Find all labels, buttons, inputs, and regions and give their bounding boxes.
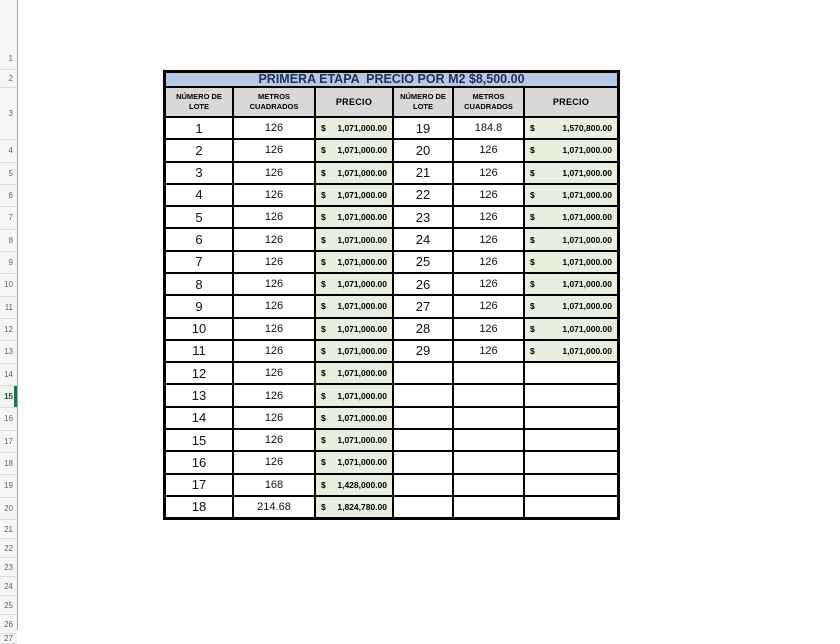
table-row	[166, 118, 617, 140]
cell-m2-right[interactable]	[454, 497, 525, 517]
row-header-27[interactable]: 27	[0, 634, 17, 644]
price-amount: 1,071,000.00	[562, 189, 612, 200]
table-row	[166, 229, 617, 251]
row-header-13[interactable]: 13	[0, 341, 17, 363]
cell-lote-left[interactable]: 17	[166, 475, 234, 495]
cell-precio-right[interactable]	[525, 185, 617, 205]
cell-precio-right[interactable]	[525, 363, 617, 383]
currency-symbol: $	[321, 145, 326, 156]
cell-lote-right[interactable]: 23	[394, 207, 454, 227]
cell-precio-left[interactable]	[316, 363, 394, 383]
table-row	[166, 430, 617, 452]
row-header-15[interactable]: 15	[0, 386, 17, 408]
row-header-7[interactable]: 7	[0, 207, 17, 229]
cell-m2-left[interactable]: 126	[234, 363, 316, 383]
currency-symbol: $	[530, 167, 535, 178]
cell-precio-right[interactable]	[525, 385, 617, 405]
cell-lote-left[interactable]: 13	[166, 385, 234, 405]
currency-symbol: $	[321, 123, 326, 134]
active-row-indicator	[14, 386, 17, 407]
cell-m2-right[interactable]	[454, 430, 525, 450]
currency-symbol: $	[321, 345, 326, 356]
cell-lote-right[interactable]	[394, 475, 454, 495]
row-header-14[interactable]: 14	[0, 364, 17, 386]
cell-m2-right[interactable]: 126	[454, 140, 525, 160]
row-header-3[interactable]: 3	[0, 88, 17, 140]
table-row	[166, 252, 617, 274]
price-amount: 1,570,800.00	[562, 123, 612, 134]
cell-precio-left[interactable]	[316, 408, 394, 428]
price-amount: 1,071,000.00	[337, 145, 387, 156]
cell-precio-right[interactable]	[525, 408, 617, 428]
currency-symbol: $	[321, 323, 326, 334]
cell-lote-right[interactable]: 29	[394, 341, 454, 361]
table-row	[166, 163, 617, 185]
cell-precio-left[interactable]	[316, 319, 394, 339]
cell-lote-left[interactable]: 6	[166, 229, 234, 249]
lot-price-table	[163, 70, 620, 520]
cell-lote-left[interactable]: 4	[166, 185, 234, 205]
price-amount: 1,071,000.00	[337, 301, 387, 312]
row-header-2[interactable]: 2	[0, 70, 17, 88]
row-header-24[interactable]: 24	[0, 577, 17, 596]
price-amount: 1,071,000.00	[562, 345, 612, 356]
cell-precio-left[interactable]	[316, 274, 394, 294]
row-header-8[interactable]: 8	[0, 230, 17, 252]
price-amount: 1,071,000.00	[337, 256, 387, 267]
cell-lote-right[interactable]: 19	[394, 118, 454, 138]
currency-symbol: $	[321, 501, 326, 512]
cell-lote-left[interactable]: 2	[166, 140, 234, 160]
cell-precio-left[interactable]	[316, 185, 394, 205]
cell-m2-right[interactable]: 126	[454, 207, 525, 227]
cell-precio-right[interactable]	[525, 341, 617, 361]
cell-precio-right[interactable]	[525, 207, 617, 227]
cell-lote-right[interactable]	[394, 363, 454, 383]
cell-precio-left[interactable]	[316, 296, 394, 316]
price-amount: 1,071,000.00	[337, 390, 387, 401]
cell-precio-right[interactable]	[525, 319, 617, 339]
cell-m2-right[interactable]	[454, 408, 525, 428]
cell-lote-right[interactable]: 27	[394, 296, 454, 316]
currency-symbol: $	[321, 457, 326, 468]
cell-lote-right[interactable]: 20	[394, 140, 454, 160]
row-header-21[interactable]: 21	[0, 520, 17, 539]
currency-symbol: $	[321, 189, 326, 200]
cell-lote-left[interactable]: 5	[166, 207, 234, 227]
row-header-11[interactable]: 11	[0, 297, 17, 319]
currency-symbol: $	[530, 256, 535, 267]
table-row	[166, 274, 617, 296]
cell-lote-left[interactable]: 16	[166, 452, 234, 472]
currency-symbol: $	[530, 212, 535, 223]
table-row	[166, 452, 617, 474]
cell-lote-left[interactable]: 9	[166, 296, 234, 316]
currency-symbol: $	[530, 145, 535, 156]
cell-lote-right[interactable]: 22	[394, 185, 454, 205]
price-amount: 1,071,000.00	[337, 345, 387, 356]
table-row	[166, 207, 617, 229]
table-header-row	[166, 88, 617, 118]
cell-lote-right[interactable]	[394, 497, 454, 517]
row-header-1[interactable]: 1	[0, 48, 17, 70]
price-amount: 1,071,000.00	[337, 123, 387, 134]
cell-m2-right[interactable]	[454, 363, 525, 383]
price-amount: 1,071,000.00	[337, 368, 387, 379]
row-header-16[interactable]: 16	[0, 408, 17, 430]
cell-m2-left[interactable]: 126	[234, 252, 316, 272]
row-header-20[interactable]: 20	[0, 498, 17, 520]
price-amount: 1,071,000.00	[562, 301, 612, 312]
cell-precio-right[interactable]	[525, 430, 617, 450]
cell-precio-left[interactable]	[316, 452, 394, 472]
cell-precio-left[interactable]	[316, 475, 394, 495]
row-header-25[interactable]: 25	[0, 596, 17, 615]
cell-m2-left[interactable]: 126	[234, 118, 316, 138]
price-amount: 1,071,000.00	[562, 256, 612, 267]
currency-symbol: $	[530, 279, 535, 290]
cell-lote-left[interactable]: 18	[166, 497, 234, 517]
cell-lote-left[interactable]: 8	[166, 274, 234, 294]
cell-m2-right[interactable]: 126	[454, 252, 525, 272]
cell-m2-left[interactable]: 214.68	[234, 497, 316, 517]
cell-precio-right[interactable]	[525, 475, 617, 495]
row-header-12[interactable]: 12	[0, 319, 17, 341]
table-row	[166, 475, 617, 497]
cell-precio-left[interactable]	[316, 430, 394, 450]
row-header-23[interactable]: 23	[0, 558, 17, 577]
currency-symbol: $	[530, 345, 535, 356]
cell-precio-right[interactable]	[525, 452, 617, 472]
cell-lote-left[interactable]: 7	[166, 252, 234, 272]
cell-lote-right[interactable]: 21	[394, 163, 454, 183]
currency-symbol: $	[321, 412, 326, 423]
cell-m2-left[interactable]: 126	[234, 229, 316, 249]
table-row	[166, 408, 617, 430]
table-row	[166, 341, 617, 363]
cell-m2-right[interactable]: 126	[454, 341, 525, 361]
price-amount: 1,071,000.00	[337, 279, 387, 290]
table-body	[166, 118, 617, 517]
cell-precio-left[interactable]	[316, 341, 394, 361]
price-amount: 1,071,000.00	[562, 234, 612, 245]
cell-m2-right[interactable]	[454, 475, 525, 495]
cell-precio-left[interactable]	[316, 163, 394, 183]
table-row	[166, 319, 617, 341]
row-header-6[interactable]: 6	[0, 185, 17, 207]
cell-lote-right[interactable]: 28	[394, 319, 454, 339]
currency-symbol: $	[321, 479, 326, 490]
table-row	[166, 296, 617, 318]
currency-symbol: $	[321, 368, 326, 379]
cell-precio-left[interactable]	[316, 252, 394, 272]
column-header-left-metros-cuadrados[interactable]: METROS CUADRADOS	[234, 88, 316, 116]
cell-lote-left[interactable]: 1	[166, 118, 234, 138]
cell-precio-left[interactable]	[316, 207, 394, 227]
column-header-left-precio[interactable]: PRECIO	[316, 88, 394, 116]
currency-symbol: $	[530, 123, 535, 134]
price-amount: 1,428,000.00	[337, 479, 387, 490]
cell-precio-right[interactable]	[525, 252, 617, 272]
cell-m2-right[interactable]: 126	[454, 163, 525, 183]
column-header-right-precio[interactable]: PRECIO	[525, 88, 617, 116]
cell-m2-right[interactable]: 126	[454, 274, 525, 294]
table-title[interactable]: PRIMERA ETAPA PRECIO POR M2 $8,500.00	[166, 73, 617, 88]
cell-precio-right[interactable]	[525, 497, 617, 517]
cell-precio-right[interactable]	[525, 118, 617, 138]
cell-m2-right[interactable]	[454, 452, 525, 472]
row-header-18[interactable]: 18	[0, 453, 17, 475]
currency-symbol: $	[530, 301, 535, 312]
cell-precio-left[interactable]	[316, 140, 394, 160]
price-amount: 1,071,000.00	[337, 323, 387, 334]
cell-precio-right[interactable]	[525, 163, 617, 183]
cell-lote-right[interactable]	[394, 408, 454, 428]
row-header-9[interactable]: 9	[0, 252, 17, 274]
price-amount: 1,071,000.00	[562, 279, 612, 290]
cell-lote-right[interactable]: 25	[394, 252, 454, 272]
currency-symbol: $	[321, 279, 326, 290]
cell-lote-right[interactable]: 26	[394, 274, 454, 294]
cell-m2-left[interactable]: 126	[234, 319, 316, 339]
cell-m2-left[interactable]: 126	[234, 207, 316, 227]
cell-precio-left[interactable]	[316, 497, 394, 517]
cell-m2-left[interactable]: 126	[234, 296, 316, 316]
cell-m2-left[interactable]: 126	[234, 274, 316, 294]
cell-precio-right[interactable]	[525, 140, 617, 160]
row-header-26[interactable]: 26	[0, 615, 17, 634]
price-amount: 1,071,000.00	[337, 212, 387, 223]
currency-symbol: $	[321, 390, 326, 401]
cell-m2-right[interactable]: 126	[454, 296, 525, 316]
cell-m2-right[interactable]: 184.8	[454, 118, 525, 138]
row-header-19[interactable]: 19	[0, 475, 17, 497]
currency-symbol: $	[530, 323, 535, 334]
cell-m2-right[interactable]: 126	[454, 185, 525, 205]
column-header-right-metros-cuadrados[interactable]: METROS CUADRADOS	[454, 88, 525, 116]
price-amount: 1,071,000.00	[337, 435, 387, 446]
currency-symbol: $	[321, 435, 326, 446]
currency-symbol: $	[321, 234, 326, 245]
currency-symbol: $	[321, 212, 326, 223]
table-row	[166, 363, 617, 385]
currency-symbol: $	[530, 189, 535, 200]
table-row	[166, 140, 617, 162]
cell-precio-left[interactable]	[316, 385, 394, 405]
price-amount: 1,071,000.00	[337, 234, 387, 245]
cell-m2-right[interactable]: 126	[454, 319, 525, 339]
cell-m2-left[interactable]: 126	[234, 408, 316, 428]
cell-precio-right[interactable]	[525, 229, 617, 249]
cell-lote-left[interactable]: 3	[166, 163, 234, 183]
price-amount: 1,071,000.00	[337, 412, 387, 423]
price-amount: 1,071,000.00	[562, 167, 612, 178]
cell-m2-left[interactable]: 126	[234, 452, 316, 472]
row-header-17[interactable]: 17	[0, 431, 17, 453]
cell-precio-right[interactable]	[525, 296, 617, 316]
cell-lote-left[interactable]: 12	[166, 363, 234, 383]
cell-m2-right[interactable]	[454, 385, 525, 405]
row-header-gutter	[0, 0, 18, 643]
cell-lote-left[interactable]: 11	[166, 341, 234, 361]
cell-m2-left[interactable]: 126	[234, 185, 316, 205]
currency-symbol: $	[321, 301, 326, 312]
table-row	[166, 185, 617, 207]
row-header-22[interactable]: 22	[0, 539, 17, 558]
cell-precio-right[interactable]	[525, 274, 617, 294]
table-row	[166, 385, 617, 407]
column-header-right-n-mero-de-lote[interactable]: NÚMERO DE LOTE	[394, 88, 454, 116]
cell-m2-left[interactable]: 168	[234, 475, 316, 495]
cell-m2-left[interactable]: 126	[234, 385, 316, 405]
price-amount: 1,071,000.00	[337, 457, 387, 468]
cell-m2-left[interactable]: 126	[234, 163, 316, 183]
cell-lote-right[interactable]	[394, 430, 454, 450]
cell-lote-left[interactable]: 15	[166, 430, 234, 450]
table-row	[166, 497, 617, 517]
row-header-4[interactable]: 4	[0, 140, 17, 162]
cell-lote-right[interactable]	[394, 452, 454, 472]
price-amount: 1,071,000.00	[562, 145, 612, 156]
row-header-5[interactable]: 5	[0, 163, 17, 185]
currency-symbol: $	[530, 234, 535, 245]
cell-lote-right[interactable]	[394, 385, 454, 405]
currency-symbol: $	[321, 256, 326, 267]
price-amount: 1,071,000.00	[562, 212, 612, 223]
price-amount: 1,071,000.00	[337, 189, 387, 200]
cell-m2-left[interactable]: 126	[234, 430, 316, 450]
cell-lote-left[interactable]: 14	[166, 408, 234, 428]
cell-lote-right[interactable]: 24	[394, 229, 454, 249]
price-amount: 1,071,000.00	[562, 323, 612, 334]
cell-lote-left[interactable]: 10	[166, 319, 234, 339]
cell-m2-left[interactable]: 126	[234, 140, 316, 160]
cell-precio-left[interactable]	[316, 118, 394, 138]
row-header-10[interactable]: 10	[0, 274, 17, 296]
currency-symbol: $	[321, 167, 326, 178]
price-amount: 1,071,000.00	[337, 167, 387, 178]
cell-m2-left[interactable]: 126	[234, 341, 316, 361]
cell-m2-right[interactable]: 126	[454, 229, 525, 249]
cell-precio-left[interactable]	[316, 229, 394, 249]
column-header-left-n-mero-de-lote[interactable]: NÚMERO DE LOTE	[166, 88, 234, 116]
price-amount: 1,824,780.00	[337, 501, 387, 512]
